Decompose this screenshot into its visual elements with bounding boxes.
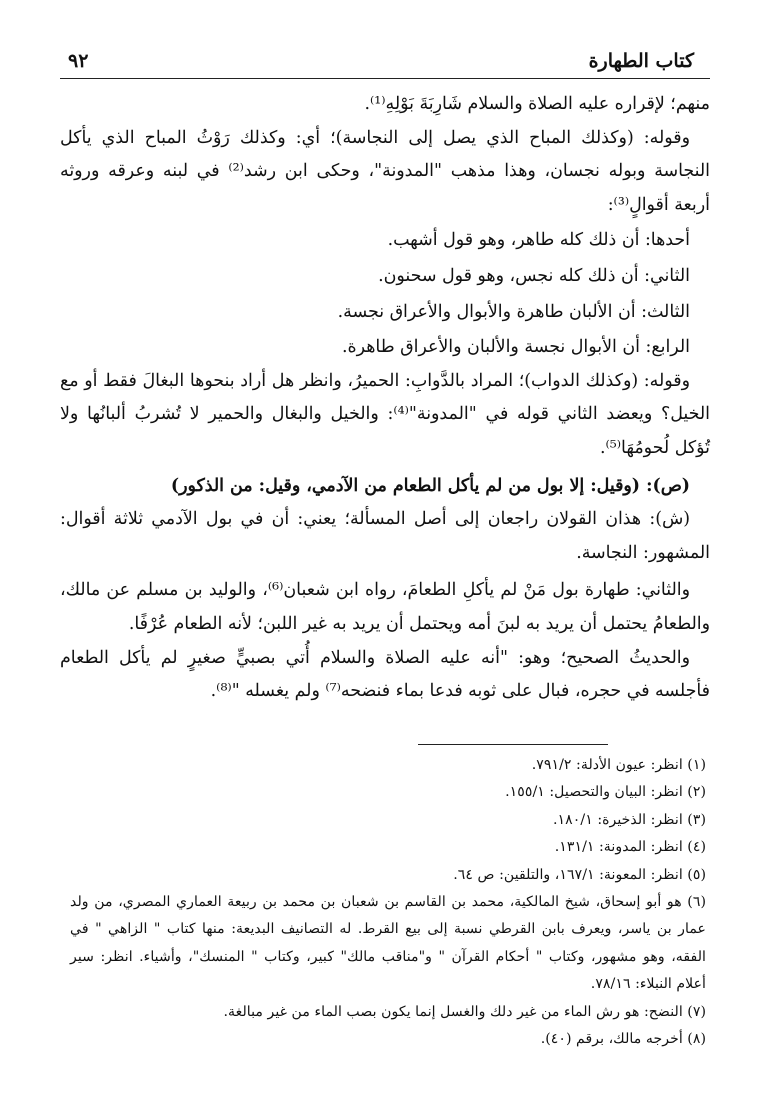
commentary-paragraph: (ش): هذان القولان راجعان إلى أصل المسألة؛ يعني: أن في بول الآدمي ثلاثة أقوال: المشهور: النجاسة. — [60, 509, 710, 563]
footnote: (٦) هو أبو إسحاق، شيخ المالكية، محمد بن القاسم بن شعبان بن محمد بن ربيعة العماري المصري، من ولد عمار بن ياسر، ويعرف بابن القرطي نسبة إلى بيع القرط. له التصانيف البديعة: منها كتاب " الزاهي " في الفقه، وهو مشهور، وكتاب " أحكام القرآن " و"مناقب مالك" كبير، وكتاب " المنسك"، وأشياء. انظر: سير أعلام النبلاء: ٧٨/١٦. — [70, 894, 706, 993]
footnote: (١) انظر: عيون الأدلة: ٧٩١/٢. — [531, 757, 706, 773]
opinion-item: الثاني: أن ذلك كله نجس، وهو قول سحنون. — [378, 265, 690, 286]
opinion-item: أحدها: أن ذلك كله طاهر، وهو قول أشهب. — [387, 230, 690, 251]
paragraph: وقوله: (وكذلك المباح الذي يصل إلى النجاسة)؛ أي: وكذلك رَوْثُ المباح الذي يأكل النجاسة وبوله نجسان، وهذا مذهب "المدونة"، وحكى ابن رشد⁽²⁾ في لبنه وعرقه وروثه أربعة أقوالٍ⁽³⁾: — [60, 127, 710, 215]
footnote: (٧) النضح: هو رش الماء من غير دلك والغسل إنما يكون بصب الماء من غير مبالغة. — [223, 1003, 706, 1020]
matn-line: (ص): (وقيل: إلا بول من لم يأكل الطعام من الآدمي، وقيل: من الذكور) — [170, 475, 690, 496]
running-header — [60, 44, 700, 74]
paragraph: والحديثُ الصحيح؛ وهو: "أنه عليه الصلاة والسلام أُتي بصبيٍّ صغيرٍ لم يأكل الطعام فأجلسه في حجره، فبال على ثوبه فدعا بماء فنضحه⁽⁷⁾ ولم يغسله "⁽⁸⁾. — [60, 647, 710, 702]
paragraph: والثاني: طهارة بول مَنْ لم يأكلِ الطعامَ، رواه ابن شعبان⁽⁶⁾، والوليد بن مسلم عن مالك، والطعامُ يحتمل أن يريد به لبنَ أمه ويحتمل أن يريد به غير اللبن؛ لأنه الطعام عُرْفًا. — [60, 580, 710, 634]
book-title: كتاب الطهارة — [588, 50, 694, 72]
paragraph: منهم؛ لإقراره عليه الصلاة والسلام شَارِبَةَ بَوْلِهِ⁽¹⁾. — [364, 94, 710, 114]
opinion-item: الرابع: أن الأبوال نجسة والألبان والأعراق طاهرة. — [342, 337, 690, 358]
footnote: (٨) أخرجه مالك، برقم (٤٠). — [540, 1031, 706, 1048]
header-rule — [60, 78, 710, 79]
main-text — [60, 88, 710, 709]
footnote-rule — [418, 744, 608, 745]
footnotes — [70, 752, 706, 1053]
footnote: (٢) انظر: البيان والتحصيل: ١٥٥/١. — [505, 784, 706, 801]
paragraph: وقوله: (وكذلك الدواب)؛ المراد بالدَّوابِ: الحميرُ، وانظر هل أراد بنحوها البغالَ فقط أو مع الخيل؟ ويعضد الثاني قوله في "المدونة"⁽⁴⁾: والخيل والبغال والحمير لا تُشربُ ألبانُها ولا تُؤكل لُحومُهَا⁽⁵⁾. — [60, 370, 711, 458]
footnote: (٤) انظر: المدونة: ١٣١/١. — [554, 839, 706, 856]
footnote: (٣) انظر: الذخيرة: ١٨٠/١. — [553, 811, 706, 828]
opinion-item: الثالث: أن الألبان طاهرة والأبوال والأعراق نجسة. — [337, 301, 690, 322]
footnote: (٥) انظر: المعونة: ١٦٧/١، والتلقين: ص ٦٤. — [453, 866, 706, 883]
page-number: ٩٢ — [68, 50, 89, 72]
